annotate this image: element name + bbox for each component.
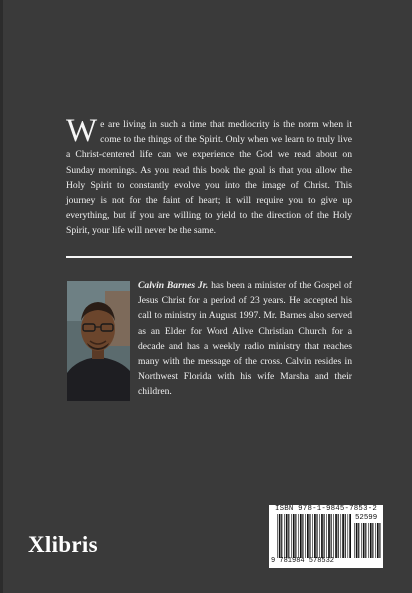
book-blurb xyxy=(66,113,352,239)
price-barcode xyxy=(354,523,381,558)
publisher-logo: Xlibris xyxy=(28,532,98,557)
blurb-text: e are living in such a time that mediocrity is the norm when it come to the things of the Spirit. Only when we learn to truly live a Christ-centered life can we experience the God we read about on Sunday mornings. As you read this book the goal is that you allow the Holy Spirit to constantly evolve you into the image of Christ. This journey is not for the faint of heart; it will require you to give up everything, but if you are willing to yield to the direction of the Holy Spirit, your life will never be the same. xyxy=(66,119,352,237)
isbn-barcode xyxy=(277,514,351,558)
author-bio-text: has been a minister of the Gospel of Jesus Christ for a period of 23 years. He accepted his call to ministry in August 1997. Mr. Barnes also served as an Elder for Word Alive Christian Church for a decade and has a weekly radio ministry that reaches many with the message of the cross. Calvin resides in Northwest Florida with his wife Marsha and their children. xyxy=(138,280,352,398)
author-name: Calvin Barnes Jr. xyxy=(138,280,209,291)
spine-edge xyxy=(0,0,3,593)
price-code: 52599 xyxy=(355,514,378,522)
author-bio xyxy=(138,278,352,400)
author-photo xyxy=(67,281,130,401)
section-divider xyxy=(66,256,352,258)
drop-cap: W xyxy=(66,113,98,149)
barcode-digits: 9 781984 578532 xyxy=(271,557,335,565)
isbn-label: ISBN 978-1-9845-7853-2 xyxy=(275,505,377,513)
